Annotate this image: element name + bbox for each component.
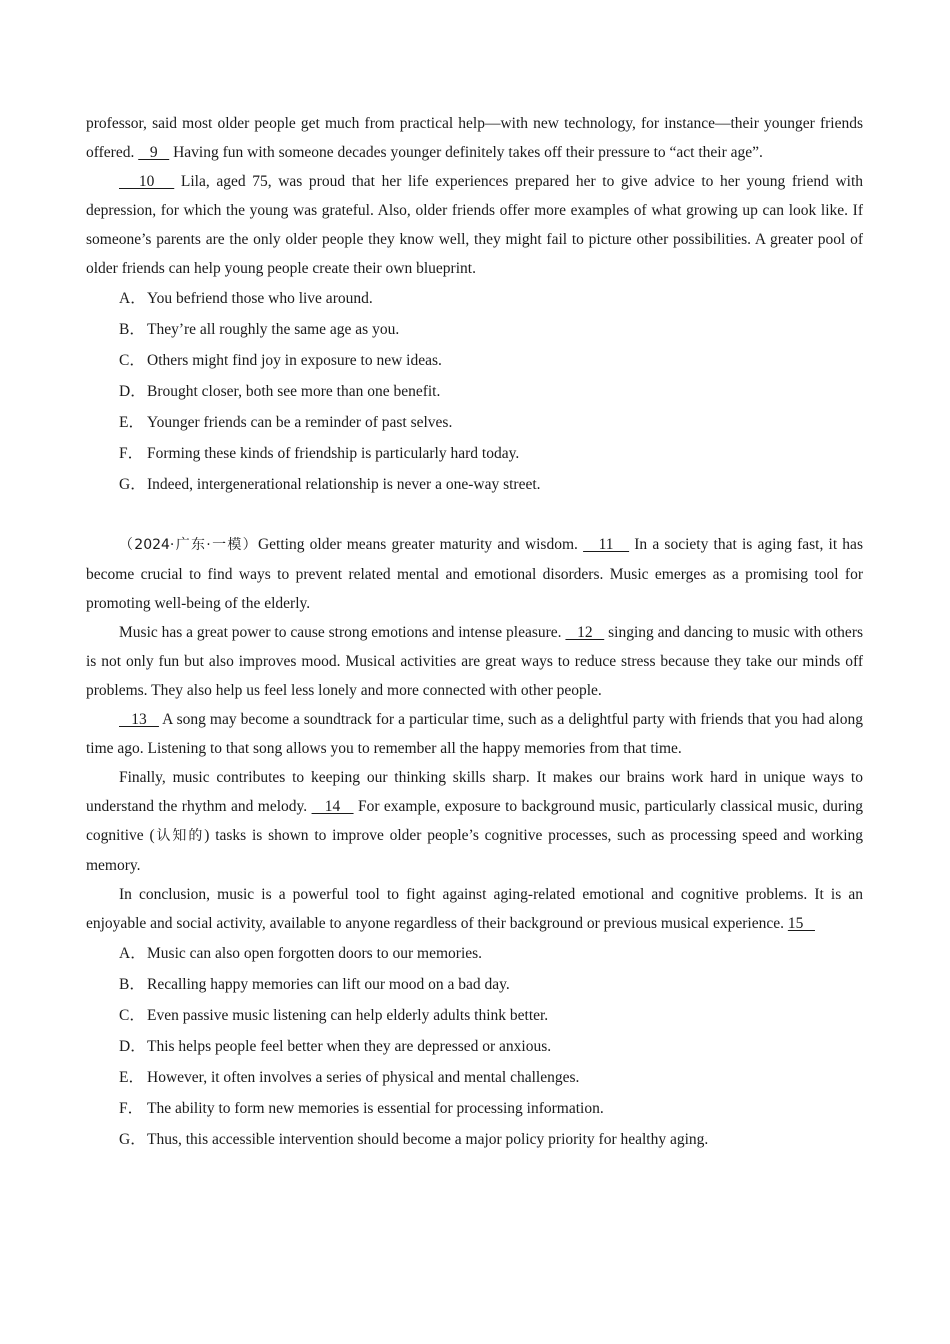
text-run: Finally, music contributes to keeping our thinking skills sharp. It makes our brains work hard in unique ways to understand the rhythm and melody. bbox=[86, 769, 863, 815]
s2-option-a bbox=[86, 938, 863, 969]
option-letter: C． bbox=[119, 352, 145, 369]
text-run: Having fun with someone decades younger definitely takes off their pressure to “act their age”. bbox=[169, 144, 763, 161]
s1-paragraph-1 bbox=[86, 109, 863, 167]
option-text: Even passive music listening can help elderly adults think better. bbox=[147, 1007, 549, 1024]
s2-paragraph-3 bbox=[86, 705, 863, 763]
text-run: For example, exposure to background music, particularly classical music, during cognitive ( bbox=[86, 798, 864, 844]
option-letter: E． bbox=[119, 414, 144, 431]
section-gap bbox=[86, 500, 863, 530]
answer-blank-12[interactable]: 12 bbox=[565, 624, 605, 641]
option-text: Younger friends can be a reminder of past selves. bbox=[147, 414, 453, 431]
answer-blank-11[interactable]: 11 bbox=[583, 536, 630, 553]
option-text: However, it often involves a series of physical and mental challenges. bbox=[147, 1069, 580, 1086]
answer-blank-13[interactable]: 13 bbox=[119, 711, 159, 728]
s1-option-b bbox=[86, 314, 863, 345]
option-text: Forming these kinds of friendship is particularly hard today. bbox=[147, 445, 520, 462]
s2-option-b bbox=[86, 969, 863, 1000]
s2-option-g bbox=[86, 1124, 863, 1155]
option-letter: A． bbox=[119, 290, 146, 307]
option-letter: C． bbox=[119, 1007, 145, 1024]
s2-paragraph-5 bbox=[86, 880, 863, 938]
answer-blank-15[interactable]: 15 bbox=[787, 915, 815, 932]
s2-paragraph-1 bbox=[86, 530, 863, 618]
source-label: （2024·广东·一模） bbox=[119, 537, 258, 553]
option-letter: D． bbox=[119, 383, 146, 400]
option-text: Brought closer, both see more than one benefit. bbox=[147, 383, 441, 400]
option-text: Indeed, intergenerational relationship is never a one-way street. bbox=[147, 476, 541, 493]
s2-option-e bbox=[86, 1062, 863, 1093]
text-run: Music has a great power to cause strong emotions and intense pleasure. bbox=[119, 624, 566, 641]
s2-options-list bbox=[86, 938, 863, 1155]
s2-option-d bbox=[86, 1031, 863, 1062]
answer-blank-9[interactable]: 9 bbox=[138, 144, 170, 161]
text-run: Getting older means greater maturity and wisdom. bbox=[257, 536, 584, 553]
option-letter: G． bbox=[119, 1131, 146, 1148]
chinese-gloss: 认知的 bbox=[154, 828, 205, 844]
s2-paragraph-2 bbox=[86, 618, 863, 705]
s1-paragraph-2 bbox=[86, 167, 863, 283]
option-letter: B． bbox=[119, 321, 145, 338]
text-run: In conclusion, music is a powerful tool to fight against aging-related emotional and cognitive problems. It is an enjoyable and social activity, available to anyone regardless of their background or previous musical experience. bbox=[86, 886, 863, 932]
option-text: Others might find joy in exposure to new ideas. bbox=[147, 352, 442, 369]
option-text: The ability to form new memories is essential for processing information. bbox=[147, 1100, 604, 1117]
s1-option-e bbox=[86, 407, 863, 438]
option-text: Recalling happy memories can lift our mood on a bad day. bbox=[147, 976, 510, 993]
document-page bbox=[86, 109, 863, 1155]
answer-blank-14[interactable]: 14 bbox=[311, 798, 354, 815]
option-text: Thus, this accessible intervention should become a major policy priority for healthy aging. bbox=[147, 1131, 709, 1148]
option-letter: B． bbox=[119, 976, 145, 993]
option-letter: E． bbox=[119, 1069, 144, 1086]
text-run: ) tasks is shown to improve older people’s cognitive processes, such as processing speed and working memory. bbox=[86, 827, 864, 874]
s2-paragraph-4 bbox=[86, 763, 863, 880]
option-letter: A． bbox=[119, 945, 146, 962]
option-text: You befriend those who live around. bbox=[147, 290, 373, 307]
text-run: professor, said most older people get much from practical help—with new technology, for instance—their younger friends offered. bbox=[86, 115, 863, 161]
option-letter: G． bbox=[119, 476, 146, 493]
text-run: Lila, aged 75, was proud that her life experiences prepared her to give advice to her young friend with depression, for which the young was grateful. Also, older friends offer more examples of what growing up can look like. If someone’s parents are the only older people they know well, they might fail to picture other possibilities. A greater pool of older friends can help young people create their own blueprint. bbox=[86, 173, 864, 277]
s2-option-f bbox=[86, 1093, 863, 1124]
option-letter: F． bbox=[119, 445, 144, 462]
option-letter: F． bbox=[119, 1100, 144, 1117]
option-letter: D． bbox=[119, 1038, 146, 1055]
s1-option-c bbox=[86, 345, 863, 376]
answer-blank-10[interactable]: 10 bbox=[119, 173, 175, 190]
s1-option-a bbox=[86, 283, 863, 314]
s1-option-d bbox=[86, 376, 863, 407]
s1-options-list bbox=[86, 283, 863, 500]
option-text: Music can also open forgotten doors to our memories. bbox=[147, 945, 483, 962]
text-run: A song may become a soundtrack for a particular time, such as a delightful party with friends that you had along time ago. Listening to that song allows you to remember all the happy memories from that time. bbox=[86, 711, 863, 757]
s2-option-c bbox=[86, 1000, 863, 1031]
option-text: This helps people feel better when they are depressed or anxious. bbox=[147, 1038, 552, 1055]
text-run: singing and dancing to music with others is not only fun but also improves mood. Musical activities are great ways to reduce stress because they take our minds off problems. They also help us feel less lonely and more connected with other people. bbox=[86, 624, 864, 699]
s1-option-g bbox=[86, 469, 863, 500]
option-text: They’re all roughly the same age as you. bbox=[147, 321, 400, 338]
s1-option-f bbox=[86, 438, 863, 469]
text-run: In a society that is aging fast, it has become crucial to find ways to prevent related mental and emotional disorders. Music emerges as a promising tool for promoting well-being of the elderly. bbox=[86, 536, 863, 612]
